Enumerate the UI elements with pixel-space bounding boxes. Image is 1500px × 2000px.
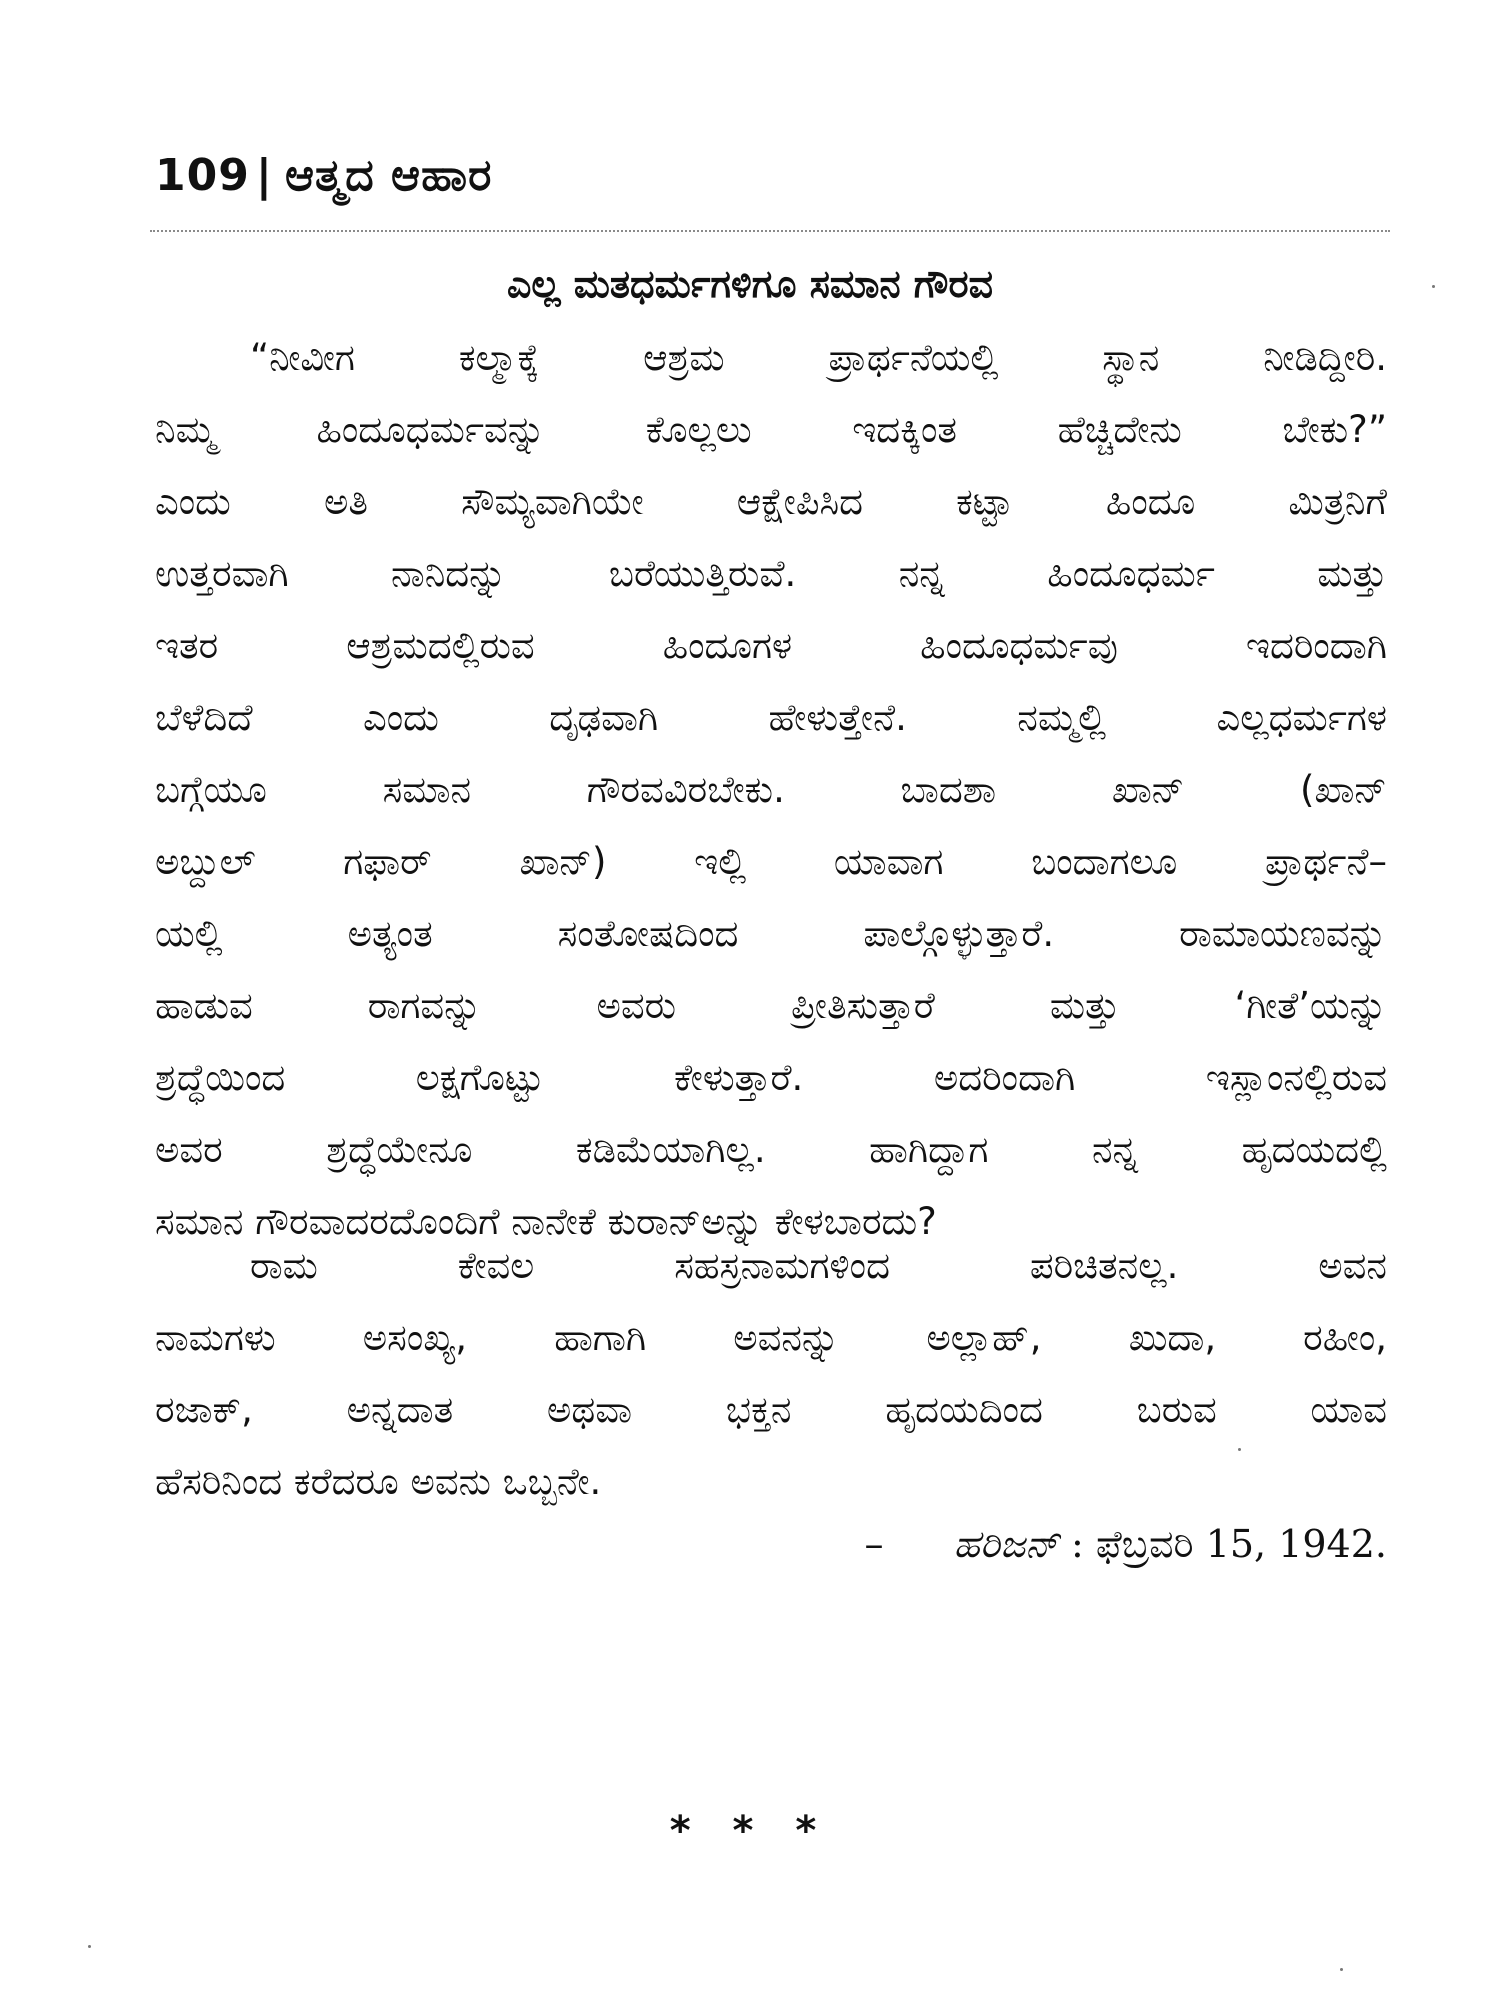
paragraph-line: ಸಮಾನ ಗೌರವಾದರದೊಂದಿಗೆ ನಾನೇಕೆ ಕುರಾನ್‌ಅನ್ನು ಕೇಳಬಾರದು? xyxy=(155,1200,937,1243)
paragraph-line: ನಾಮಗಳು ಅಸಂಖ್ಯ, ಹಾಗಾಗಿ ಅವನನ್ನು ಅಲ್ಲಾಹ್, ಖುದಾ, ರಹೀಂ, xyxy=(155,1316,1387,1359)
header-separator: | xyxy=(255,150,273,201)
paragraph-line: ಹಾಡುವ ರಾಗವನ್ನು ಅವರು ಪ್ರೀತಿಸುತ್ತಾರೆ ಮತ್ತು ‘ಗೀತೆ’ಯನ್ನು xyxy=(155,984,1387,1027)
scan-speck xyxy=(1238,1448,1241,1451)
paragraph-line: ಬಗ್ಗೆಯೂ ಸಮಾನ ಗೌರವವಿರಬೇಕು. ಬಾದಶಾ ಖಾನ್ (ಖಾನ್ xyxy=(155,768,1387,811)
paragraph-line: ಉತ್ತರವಾಗಿ ನಾನಿದನ್ನು ಬರೆಯುತ್ತಿರುವೆ. ನನ್ನ ಹಿಂದೂಧರ್ಮ ಮತ್ತು xyxy=(155,552,1387,595)
paragraph-line: ಅವರ ಶ್ರದ್ಧೆಯೇನೂ ಕಡಿಮೆಯಾಗಿಲ್ಲ. ಹಾಗಿದ್ದಾಗ ನನ್ನ ಹೃದಯದಲ್ಲಿ xyxy=(155,1128,1387,1171)
article-title: ಎಲ್ಲ ಮತಧರ್ಮಗಳಿಗೂ ಸಮಾನ ಗೌರವ xyxy=(507,262,993,306)
book-title: ಆತ್ಮದ ಆಹಾರ xyxy=(284,150,493,201)
citation xyxy=(865,1522,1387,1567)
scan-speck xyxy=(88,1945,91,1948)
paragraph-line: ರಜಾಕ್, ಅನ್ನದಾತ ಅಥವಾ ಭಕ್ತನ ಹೃದಯದಿಂದ ಬರುವ ಯಾವ xyxy=(155,1388,1387,1431)
paragraph-line: ಇತರ ಆಶ್ರಮದಲ್ಲಿರುವ ಹಿಂದೂಗಳ ಹಿಂದೂಧರ್ಮವು ಇದರಿಂದಾಗಿ xyxy=(155,624,1387,667)
header-divider xyxy=(150,230,1390,232)
paragraph-1 xyxy=(155,322,1387,1258)
paragraph-line: ಎಂದು ಅತಿ ಸೌಮ್ಯವಾಗಿಯೇ ಆಕ್ಷೇಪಿಸಿದ ಕಟ್ಟಾ ಹಿಂದೂ ಮಿತ್ರನಿಗೆ xyxy=(155,480,1387,523)
paragraph-line: ಹೆಸರಿನಿಂದ ಕರೆದರೂ ಅವನು ಒಬ್ಬನೇ. xyxy=(155,1460,602,1503)
paragraph-line: ನಿಮ್ಮ ಹಿಂದೂಧರ್ಮವನ್ನು ಕೊಲ್ಲಲು ಇದಕ್ಕಿಂತ ಹೆಚ್ಚಿದೇನು ಬೇಕು?” xyxy=(155,408,1387,451)
page-number: 109 xyxy=(155,150,250,201)
paragraph-line: ಅಬ್ದುಲ್ ಗಫಾರ್ ಖಾನ್) ಇಲ್ಲಿ ಯಾವಾಗ ಬಂದಾಗಲೂ ಪ್ರಾರ್ಥನೆ– xyxy=(155,840,1387,883)
scan-speck xyxy=(1432,285,1435,288)
scan-speck xyxy=(1340,1968,1343,1971)
running-header xyxy=(155,150,492,201)
citation-date: : ಫೆಬ್ರವರಿ 15, 1942. xyxy=(1071,1522,1387,1566)
paragraph-line: ರಾಮ ಕೇವಲ ಸಹಸ್ರನಾಮಗಳಿಂದ ಪರಿಚಿತನಲ್ಲ. ಅವನ xyxy=(250,1244,1387,1287)
citation-source: ಹರಿಜನ್ xyxy=(953,1522,1059,1566)
paragraph-line: ಯಲ್ಲಿ ಅತ್ಯಂತ ಸಂತೋಷದಿಂದ ಪಾಲ್ಗೊಳ್ಳುತ್ತಾರೆ. ರಾಮಾಯಣವನ್ನು xyxy=(155,912,1387,955)
citation-dash: – xyxy=(864,1522,884,1566)
paragraph-line: ಶ್ರದ್ಧೆಯಿಂದ ಲಕ್ಷಗೊಟ್ಟು ಕೇಳುತ್ತಾರೆ. ಅದರಿಂದಾಗಿ ಇಸ್ಲಾಂನಲ್ಲಿರುವ xyxy=(155,1056,1387,1099)
paragraph-2 xyxy=(155,1230,1387,1518)
section-end-mark: * * * xyxy=(669,1808,831,1854)
paragraph-line: ಬೆಳೆದಿದೆ ಎಂದು ದೃಢವಾಗಿ ಹೇಳುತ್ತೇನೆ. ನಮ್ಮಲ್ಲಿ ಎಲ್ಲಧರ್ಮಗಳ xyxy=(155,696,1387,739)
paragraph-line: “ನೀವೀಗ ಕಲ್ಮಾಕ್ಕೆ ಆಶ್ರಮ ಪ್ರಾರ್ಥನೆಯಲ್ಲಿ ಸ್ಥಾನ ನೀಡಿದ್ದೀರಿ. xyxy=(250,336,1387,379)
